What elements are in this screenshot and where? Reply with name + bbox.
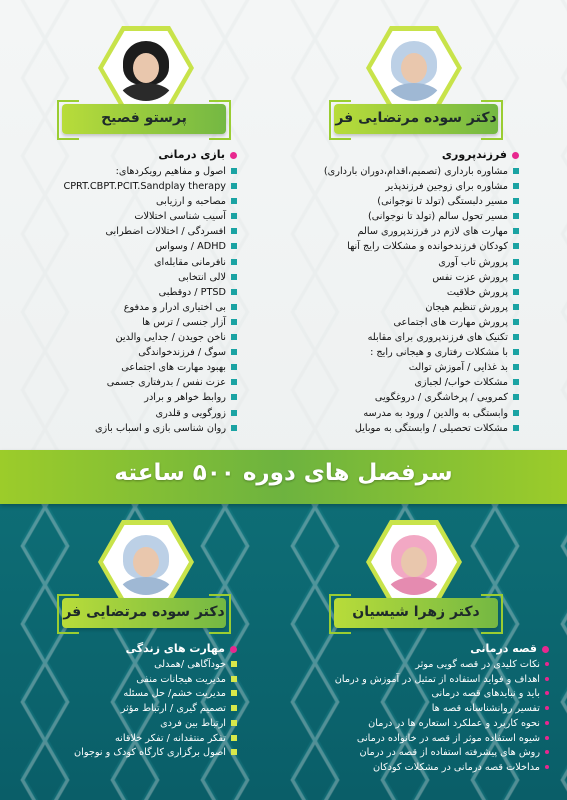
- topic-item: [7, 421, 237, 436]
- bullet-square-icon: [231, 334, 237, 340]
- bullet-square-icon: [545, 750, 549, 754]
- bullet-square-icon: [231, 690, 237, 696]
- bullet-square-icon: [231, 425, 237, 431]
- topic-list: [7, 658, 237, 761]
- topic-item: [269, 209, 519, 224]
- topic-text: مشاوره برای زوجین فرزندپذیر: [385, 181, 508, 193]
- bullet-square-icon: [231, 168, 237, 174]
- topic-text: مسیر تحول سالم (تولد تا نوجوانی): [367, 211, 508, 223]
- topic-list: [7, 164, 237, 436]
- course-section: [7, 642, 237, 761]
- topic-text: پرورش تنظیم هیجان: [425, 301, 508, 313]
- bullet-square-icon: [231, 394, 237, 400]
- topic-item: [279, 673, 549, 688]
- bullet-square-icon: [513, 425, 519, 431]
- instructor-name-bar: [62, 104, 226, 134]
- bullet-square-icon: [545, 691, 549, 695]
- topic-text: اصول و مفاهیم رویکردهای:: [115, 166, 226, 177]
- bullet-square-icon: [231, 705, 237, 711]
- topic-text: سوگ / فرزندخواندگی: [138, 347, 226, 359]
- topic-item: [269, 255, 519, 270]
- topic-list: [279, 658, 549, 776]
- bullet-square-icon: [231, 379, 237, 385]
- topic-text: مشاوره بارداری (تصمیم،اقدام،دوران بارداری): [323, 166, 508, 177]
- topic-item: [269, 224, 519, 239]
- topic-item: [7, 390, 237, 405]
- bullet-square-icon: [231, 198, 237, 204]
- topic-item: [7, 658, 237, 673]
- bullet-square-icon: [231, 259, 237, 265]
- bullet-dot-icon: [230, 646, 237, 653]
- topic-text: آسیب شناسی اختلالات: [134, 211, 226, 223]
- topic-item: [269, 164, 519, 179]
- bullet-square-icon: [513, 274, 519, 280]
- topic-item: [7, 270, 237, 285]
- bullet-square-icon: [513, 289, 519, 295]
- topic-text: نکات کلیدی در قصه گویی موثر: [415, 659, 540, 670]
- instructor-name-bar: [62, 598, 226, 628]
- topic-list: [269, 164, 519, 436]
- bullet-square-icon: [513, 410, 519, 416]
- topic-text: خودآگاهی /همدلی: [154, 659, 226, 670]
- bullet-dot-icon: [542, 646, 549, 653]
- topic-item: [7, 406, 237, 421]
- bullet-square-icon: [513, 198, 519, 204]
- bullet-square-icon: [545, 677, 549, 681]
- topic-text: ارتباط بین فردی: [160, 717, 226, 729]
- instructor-name-bar: [334, 598, 498, 628]
- topic-item: [7, 179, 237, 194]
- topic-text: کودکان فرزندخوانده و مشکلات رایج آنها: [347, 241, 508, 253]
- topic-text: CPRT.CBPT.PCIT.Sandplay therapy: [63, 181, 226, 193]
- bullet-square-icon: [231, 289, 237, 295]
- topic-item: [7, 360, 237, 375]
- topic-item: [269, 179, 519, 194]
- topic-text: با مشکلات رفتاری و هیجانی رایج :: [370, 347, 508, 359]
- instructor-name: دکتر زهرا شیسیان: [352, 604, 480, 620]
- bullet-square-icon: [231, 243, 237, 249]
- topic-item: [7, 345, 237, 360]
- course-section: [7, 148, 237, 436]
- topic-text: بی اختیاری ادرار و مدفوع: [123, 301, 226, 313]
- bullet-square-icon: [231, 410, 237, 416]
- topic-item: [7, 255, 237, 270]
- topic-text: لالی انتخابی: [178, 271, 226, 283]
- topic-text: روابط خواهر و برادر: [144, 392, 226, 404]
- instructor-photo: [115, 39, 177, 101]
- bullet-square-icon: [513, 379, 519, 385]
- bullet-square-icon: [231, 661, 237, 667]
- topic-item: [7, 224, 237, 239]
- bullet-square-icon: [513, 213, 519, 219]
- topic-text: پرورش عزت نفس: [432, 271, 508, 283]
- instructor-photo: [115, 533, 177, 595]
- bullet-square-icon: [513, 349, 519, 355]
- topic-item: [279, 761, 549, 776]
- bullet-square-icon: [545, 765, 549, 769]
- topic-text: اصول برگزاری کارگاه کودک و نوجوان: [74, 747, 226, 759]
- course-section: [269, 148, 519, 436]
- topic-item: [269, 239, 519, 254]
- topic-text: آزار جنسی / ترس ها: [142, 316, 226, 328]
- topic-item: [279, 687, 549, 702]
- topic-item: [7, 315, 237, 330]
- course-section: [279, 642, 549, 776]
- topic-item: [269, 315, 519, 330]
- topic-text: مهارت های لازم در فرزندپروری سالم: [357, 226, 508, 238]
- topic-text: کمرویی / پرخاشگری / دروغگویی: [374, 392, 508, 404]
- bullet-square-icon: [231, 183, 237, 189]
- section-title: مهارت های زندگی: [7, 642, 237, 655]
- instructor-name: دکتر سوده مرتضایی فر: [335, 110, 497, 126]
- topic-item: [7, 375, 237, 390]
- instructor-name: دکتر سوده مرتضایی فر: [63, 604, 225, 620]
- topic-text: تفکر منتقدانه / تفکر خلاقانه: [114, 732, 226, 744]
- topic-text: مدیریت هیجانات منفی: [136, 673, 226, 685]
- topic-item: [279, 717, 549, 732]
- bullet-square-icon: [513, 243, 519, 249]
- topic-item: [269, 300, 519, 315]
- bullet-square-icon: [545, 706, 549, 710]
- topic-text: باید و نبایدهای قصه درمانی: [431, 688, 540, 700]
- topic-item: [7, 702, 237, 717]
- bullet-square-icon: [513, 364, 519, 370]
- topic-item: [7, 239, 237, 254]
- topic-text: مشکلات خواب/ لجبازی: [414, 377, 508, 389]
- topic-item: [7, 194, 237, 209]
- topic-item: [269, 360, 519, 375]
- bullet-square-icon: [231, 349, 237, 355]
- bullet-square-icon: [231, 735, 237, 741]
- bullet-square-icon: [231, 720, 237, 726]
- topic-item: [7, 164, 237, 179]
- bullet-square-icon: [545, 721, 549, 725]
- topic-text: مصاحبه و ارزیابی: [156, 196, 226, 208]
- topic-text: زورگویی و قلدری: [155, 407, 226, 419]
- topic-text: ناخن جویدن / جدایی والدین: [115, 332, 226, 344]
- bullet-square-icon: [513, 168, 519, 174]
- instructor-photo: [383, 533, 445, 595]
- topic-text: تکنیک های فرزندپروری برای مقابله: [367, 332, 508, 344]
- topic-item: [7, 300, 237, 315]
- topic-text: افسردگی / اختلالات اضطرابی: [105, 226, 226, 238]
- bullet-square-icon: [231, 274, 237, 280]
- topic-item: [7, 673, 237, 688]
- bullet-square-icon: [545, 736, 549, 740]
- course-banner: [0, 450, 567, 504]
- topic-text: PTSD / دوقطبی: [158, 286, 226, 298]
- bullet-square-icon: [231, 304, 237, 310]
- bullet-dot-icon: [512, 152, 519, 159]
- topic-item: [7, 732, 237, 747]
- instructor-photo: [383, 39, 445, 101]
- topic-item: [7, 687, 237, 702]
- bullet-square-icon: [513, 304, 519, 310]
- topic-text: پرورش خلاقیت: [446, 286, 508, 298]
- bullet-square-icon: [513, 228, 519, 234]
- topic-item: [7, 330, 237, 345]
- topic-text: روان شناسی بازی و اسباب بازی: [94, 422, 226, 434]
- topic-text: مشکلات تحصیلی / وابستگی به موبایل: [354, 422, 508, 434]
- topic-item: [7, 285, 237, 300]
- bullet-square-icon: [513, 183, 519, 189]
- topic-item: [269, 285, 519, 300]
- topic-item: [269, 330, 519, 345]
- bullet-square-icon: [231, 213, 237, 219]
- bullet-square-icon: [231, 676, 237, 682]
- topic-text: بهبود مهارت های اجتماعی: [121, 362, 226, 374]
- topic-item: [279, 732, 549, 747]
- bullet-square-icon: [513, 394, 519, 400]
- instructor-name: پرستو فصیح: [101, 110, 187, 126]
- topic-item: [279, 746, 549, 761]
- bullet-square-icon: [231, 364, 237, 370]
- section-title: بازی درمانی: [7, 148, 237, 161]
- topic-item: [269, 194, 519, 209]
- topic-text: روش های پیشرفته استفاده از قصه در درمان: [359, 747, 540, 759]
- bullet-square-icon: [545, 662, 549, 666]
- bullet-dot-icon: [230, 152, 237, 159]
- topic-text: بد غذایی / آموزش توالت: [408, 362, 508, 374]
- bullet-square-icon: [231, 319, 237, 325]
- bullet-square-icon: [513, 319, 519, 325]
- bullet-square-icon: [513, 334, 519, 340]
- topic-item: [269, 406, 519, 421]
- topic-text: نافرمانی مقابله‌ای: [153, 256, 226, 268]
- banner-title: سرفصل های دوره ۵۰۰ ساعته: [114, 460, 453, 486]
- topic-text: مدیریت خشم/ حل مسئله: [123, 688, 226, 700]
- topic-text: پرورش تاب آوری: [438, 256, 508, 268]
- topic-item: [7, 746, 237, 761]
- topic-text: ADHD / وسواس: [155, 241, 226, 253]
- topic-text: تفسیر روانشناسانه قصه ها: [431, 703, 540, 715]
- topic-item: [269, 375, 519, 390]
- topic-text: شیوه استفاده موثر از قصه در خانواده درمانی: [356, 732, 540, 744]
- topic-item: [7, 717, 237, 732]
- topic-text: تصمیم گیری / ارتباط مؤثر: [120, 703, 226, 715]
- topic-item: [269, 390, 519, 405]
- topic-text: وابستگی به والدین / ورود به مدرسه: [363, 407, 508, 419]
- instructor-name-bar: [334, 104, 498, 134]
- topic-item: [279, 658, 549, 673]
- section-title: فرزندپروری: [269, 148, 519, 161]
- topic-item: [269, 270, 519, 285]
- topic-text: عزت نفس / بدرفتاری جسمی: [106, 377, 226, 389]
- topic-text: نحوه کاربرد و عملکرد استعاره ها در درمان: [368, 717, 540, 729]
- bullet-square-icon: [231, 749, 237, 755]
- bullet-square-icon: [231, 228, 237, 234]
- topic-item: [279, 702, 549, 717]
- topic-text: اهداف و فواید استفاده از تمثیل در آموزش و درمان: [334, 673, 540, 685]
- topic-item: [269, 345, 519, 360]
- bullet-square-icon: [513, 259, 519, 265]
- topic-item: [269, 421, 519, 436]
- topic-text: مسیر دلبستگی (تولد تا نوجوانی): [377, 196, 508, 208]
- section-title: قصه درمانی: [279, 642, 549, 655]
- topic-item: [7, 209, 237, 224]
- topic-text: پرورش مهارت های اجتماعی: [393, 316, 508, 328]
- topic-text: مداخلات قصه درمانی در مشکلات کودکان: [372, 761, 540, 773]
